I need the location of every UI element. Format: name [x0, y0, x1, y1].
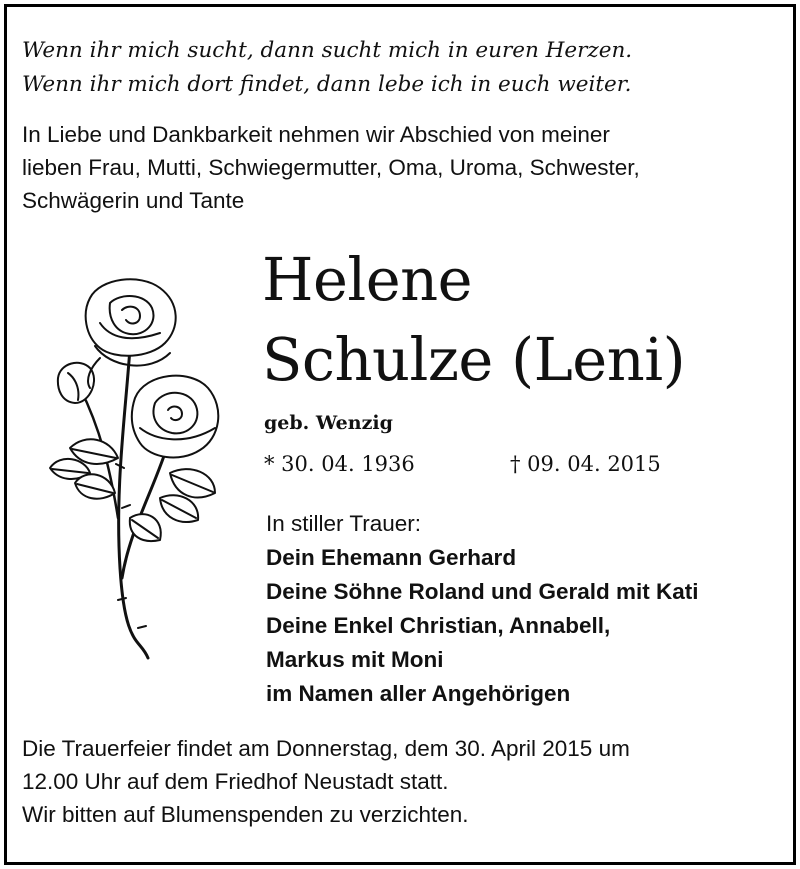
birth-name: geb. Wenzig [264, 412, 393, 434]
mourner-line: Dein Ehemann Gerhard [266, 545, 517, 570]
deceased-first-name: Helene [262, 245, 473, 314]
deceased-name [262, 240, 685, 400]
mourner-line: Markus mit Moni [266, 647, 444, 672]
mourner-line: Deine Enkel Christian, Annabell, [266, 613, 611, 638]
mourner-line: im Namen aller Angehörigen [266, 681, 571, 706]
funeral-line-2: 12.00 Uhr auf dem Friedhof Neustadt statt. [22, 769, 449, 794]
intro-line-3: Schwägerin und Tante [22, 188, 245, 213]
intro-line-1: In Liebe und Dankbarkeit nehmen wir Abschied von meiner [22, 122, 610, 147]
death-date: † 09. 04. 2015 [510, 452, 661, 476]
memorial-quote [22, 34, 632, 102]
quote-line-2: Wenn ihr mich dort findet, dann lebe ich in euch weiter. [22, 72, 632, 97]
mourner-line: Deine Söhne Roland und Gerald mit Kati [266, 579, 699, 604]
intro-text [22, 118, 640, 217]
mourning-label: In stiller Trauer: [266, 511, 422, 536]
funeral-line-1: Die Trauerfeier findet am Donnerstag, dem 30. April 2015 um [22, 736, 630, 761]
birth-date: * 30. 04. 1936 [264, 452, 415, 476]
quote-line-1: Wenn ihr mich sucht, dann sucht mich in euren Herzen. [22, 38, 633, 63]
intro-line-2: lieben Frau, Mutti, Schwiegermutter, Oma, Uroma, Schwester, [22, 155, 640, 180]
funeral-line-3: Wir bitten auf Blumenspenden zu verzichten. [22, 802, 469, 827]
life-dates [264, 452, 661, 476]
roses-icon [30, 268, 230, 688]
mourners-block [266, 507, 699, 711]
deceased-last-name: Schulze (Leni) [262, 325, 686, 394]
funeral-info [22, 732, 630, 831]
